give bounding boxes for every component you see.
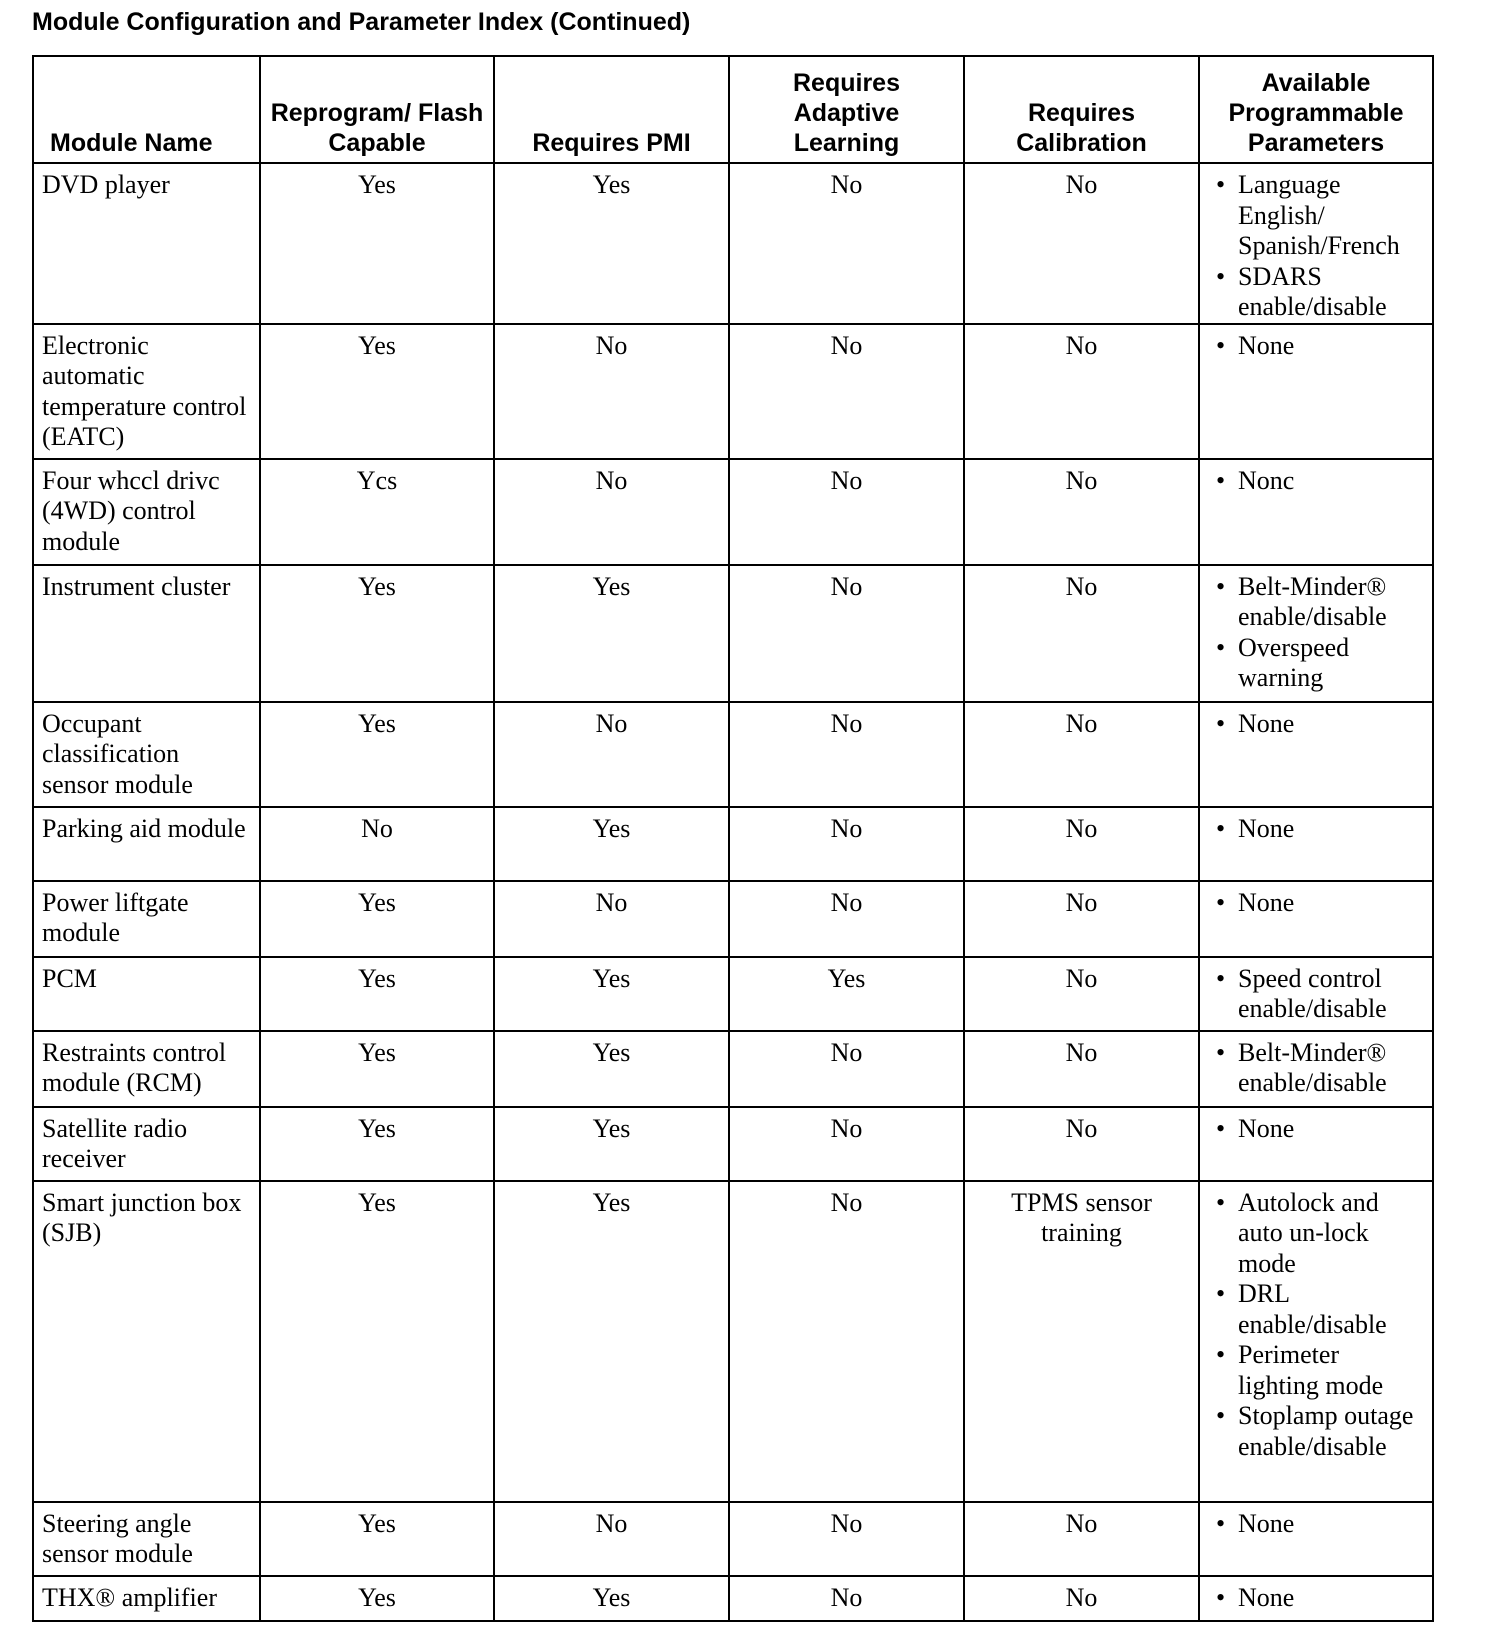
- bullet-icon: •: [1216, 1113, 1226, 1143]
- params-cell: [1199, 957, 1433, 1031]
- table-row: [33, 565, 1433, 702]
- calibration-cell: No: [964, 1502, 1199, 1576]
- calibration-cell: No: [964, 163, 1199, 324]
- param-text: Autolock and auto un-lock mode: [1238, 1187, 1379, 1278]
- adaptive-learning-cell: Yes: [729, 957, 964, 1031]
- calibration-cell: No: [964, 1031, 1199, 1107]
- module-name-cell: Four whccl drivc (4WD) control module: [33, 459, 260, 565]
- module-name-cell: PCM: [33, 957, 260, 1031]
- bullet-icon: •: [1216, 963, 1226, 993]
- params-cell: [1199, 702, 1433, 807]
- flash-capable-cell: Yes: [260, 565, 494, 702]
- header-calibration: Requires Calibration: [964, 56, 1199, 163]
- requires-pmi-cell: Yes: [494, 1181, 729, 1502]
- param-text: Nonc: [1238, 465, 1295, 495]
- table-row: [33, 324, 1433, 459]
- requires-pmi-cell: Yes: [494, 565, 729, 702]
- table-row: [33, 459, 1433, 565]
- requires-pmi-cell: Yes: [494, 807, 729, 881]
- page-title: Module Configuration and Parameter Index (Continued): [32, 8, 691, 36]
- params-cell: [1199, 565, 1433, 702]
- module-name-cell: Power liftgate module: [33, 881, 260, 957]
- calibration-cell: No: [964, 324, 1199, 459]
- bullet-icon: •: [1216, 1508, 1226, 1538]
- table-row: [33, 702, 1433, 807]
- flash-capable-cell: Yes: [260, 1181, 494, 1502]
- calibration-cell: No: [964, 957, 1199, 1031]
- param-item: [1208, 1038, 1424, 1099]
- flash-capable-cell: Yes: [260, 163, 494, 324]
- param-item: [1208, 964, 1424, 1025]
- param-text: Speed control enable/disable: [1238, 963, 1387, 1023]
- requires-pmi-cell: No: [494, 1502, 729, 1576]
- param-text: Overspeed warning: [1238, 632, 1350, 692]
- param-item: [1208, 633, 1424, 694]
- adaptive-learning-cell: No: [729, 881, 964, 957]
- flash-capable-cell: Yes: [260, 957, 494, 1031]
- param-item: [1208, 1583, 1424, 1614]
- param-text: None: [1238, 1582, 1295, 1612]
- bullet-icon: •: [1216, 1187, 1226, 1217]
- adaptive-learning-cell: No: [729, 459, 964, 565]
- calibration-cell: No: [964, 702, 1199, 807]
- flash-capable-cell: No: [260, 807, 494, 881]
- bullet-icon: •: [1216, 813, 1226, 843]
- requires-pmi-cell: Yes: [494, 1031, 729, 1107]
- requires-pmi-cell: No: [494, 324, 729, 459]
- adaptive-learning-cell: No: [729, 324, 964, 459]
- params-cell: [1199, 1031, 1433, 1107]
- requires-pmi-cell: No: [494, 881, 729, 957]
- calibration-cell: No: [964, 807, 1199, 881]
- table-row: [33, 1107, 1433, 1181]
- module-name-cell: Satellite radio receiver: [33, 1107, 260, 1181]
- calibration-cell: TPMS sensor training: [964, 1181, 1199, 1502]
- bullet-icon: •: [1216, 1401, 1226, 1430]
- param-text: None: [1238, 708, 1295, 738]
- param-item: [1208, 331, 1424, 362]
- bullet-icon: •: [1216, 261, 1226, 291]
- params-cell: [1199, 459, 1433, 565]
- param-text: None: [1238, 887, 1295, 917]
- param-item: [1208, 262, 1424, 323]
- flash-capable-cell: Yes: [260, 702, 494, 807]
- requires-pmi-cell: Yes: [494, 1107, 729, 1181]
- params-cell: [1199, 324, 1433, 459]
- header-row: [33, 56, 1433, 163]
- bullet-icon: •: [1216, 330, 1226, 360]
- bullet-icon: •: [1216, 632, 1226, 662]
- table-row: [33, 163, 1433, 324]
- table-row: [33, 881, 1433, 957]
- param-item: [1208, 814, 1424, 845]
- flash-capable-cell: Yes: [260, 1576, 494, 1621]
- bullet-icon: •: [1216, 1037, 1226, 1067]
- module-name-cell: Steering angle sensor module: [33, 1502, 260, 1576]
- param-text: Language English/ Spanish/French: [1238, 170, 1400, 260]
- adaptive-learning-cell: No: [729, 1576, 964, 1621]
- table-row: [33, 1031, 1433, 1107]
- param-item: [1208, 466, 1424, 497]
- param-item: [1208, 572, 1424, 633]
- header-adaptive: Requires Adaptive Learning: [729, 56, 964, 163]
- adaptive-learning-cell: No: [729, 565, 964, 702]
- param-text: None: [1238, 813, 1295, 843]
- adaptive-learning-cell: No: [729, 1502, 964, 1576]
- module-name-cell: Electronic automatic temperature control (EATC): [33, 324, 260, 459]
- calibration-cell: No: [964, 459, 1199, 565]
- bullet-icon: •: [1216, 887, 1226, 917]
- requires-pmi-cell: Yes: [494, 957, 729, 1031]
- params-cell: [1199, 1502, 1433, 1576]
- bullet-icon: •: [1216, 465, 1226, 495]
- header-pmi: Requires PMI: [494, 56, 729, 163]
- bullet-icon: •: [1216, 708, 1226, 738]
- module-name-cell: Instrument cluster: [33, 565, 260, 702]
- header-params: Available Programmable Parameters: [1199, 56, 1433, 163]
- calibration-cell: No: [964, 565, 1199, 702]
- param-item: [1208, 1509, 1424, 1540]
- bullet-icon: •: [1216, 1582, 1226, 1612]
- params-cell: [1199, 881, 1433, 957]
- adaptive-learning-cell: No: [729, 807, 964, 881]
- table-row: [33, 1502, 1433, 1576]
- bullet-icon: •: [1216, 1340, 1226, 1369]
- params-cell: [1199, 1181, 1433, 1502]
- requires-pmi-cell: No: [494, 459, 729, 565]
- requires-pmi-cell: Yes: [494, 1576, 729, 1621]
- params-cell: [1199, 163, 1433, 324]
- bullet-icon: •: [1216, 1279, 1226, 1308]
- param-item: [1208, 1188, 1424, 1280]
- param-text: None: [1238, 1113, 1295, 1143]
- table-row: [33, 807, 1433, 881]
- param-item: [1208, 1340, 1424, 1401]
- module-name-cell: Parking aid module: [33, 807, 260, 881]
- param-item: [1208, 888, 1424, 919]
- param-item: [1208, 1114, 1424, 1145]
- module-name-cell: Restraints control module (RCM): [33, 1031, 260, 1107]
- param-text: Belt-Minder® enable/disable: [1238, 1037, 1387, 1097]
- calibration-cell: No: [964, 1107, 1199, 1181]
- flash-capable-cell: Yes: [260, 881, 494, 957]
- module-name-cell: DVD player: [33, 163, 260, 324]
- requires-pmi-cell: No: [494, 702, 729, 807]
- param-text: DRL enable/disable: [1238, 1279, 1387, 1339]
- header-module-name: Module Name: [33, 56, 260, 163]
- adaptive-learning-cell: No: [729, 163, 964, 324]
- flash-capable-cell: Yes: [260, 1107, 494, 1181]
- param-text: Stoplamp outage enable/disable: [1238, 1401, 1414, 1461]
- adaptive-learning-cell: No: [729, 1107, 964, 1181]
- module-name-cell: Occupant classification sensor module: [33, 702, 260, 807]
- param-text: None: [1238, 1508, 1295, 1538]
- table-row: [33, 1576, 1433, 1621]
- param-text: None: [1238, 330, 1295, 360]
- table-row: [33, 1181, 1433, 1502]
- params-cell: [1199, 807, 1433, 881]
- calibration-cell: No: [964, 881, 1199, 957]
- module-name-cell: Smart junction box (SJB): [33, 1181, 260, 1502]
- param-item: [1208, 170, 1424, 262]
- flash-capable-cell: Ycs: [260, 459, 494, 565]
- param-text: Perimeter lighting mode: [1238, 1340, 1384, 1400]
- requires-pmi-cell: Yes: [494, 163, 729, 324]
- adaptive-learning-cell: No: [729, 702, 964, 807]
- param-text: Belt-Minder® enable/disable: [1238, 571, 1387, 631]
- module-table: [32, 55, 1434, 1622]
- params-cell: [1199, 1576, 1433, 1621]
- table-row: [33, 957, 1433, 1031]
- calibration-cell: No: [964, 1576, 1199, 1621]
- bullet-icon: •: [1216, 571, 1226, 601]
- adaptive-learning-cell: No: [729, 1031, 964, 1107]
- param-item: [1208, 1401, 1424, 1462]
- param-item: [1208, 709, 1424, 740]
- bullet-icon: •: [1216, 170, 1226, 199]
- flash-capable-cell: Yes: [260, 1031, 494, 1107]
- param-text: SDARS enable/disable: [1238, 261, 1387, 321]
- adaptive-learning-cell: No: [729, 1181, 964, 1502]
- module-name-cell: THX® amplifier: [33, 1576, 260, 1621]
- params-cell: [1199, 1107, 1433, 1181]
- param-item: [1208, 1279, 1424, 1340]
- flash-capable-cell: Yes: [260, 1502, 494, 1576]
- header-flash: Reprogram/ Flash Capable: [260, 56, 494, 163]
- flash-capable-cell: Yes: [260, 324, 494, 459]
